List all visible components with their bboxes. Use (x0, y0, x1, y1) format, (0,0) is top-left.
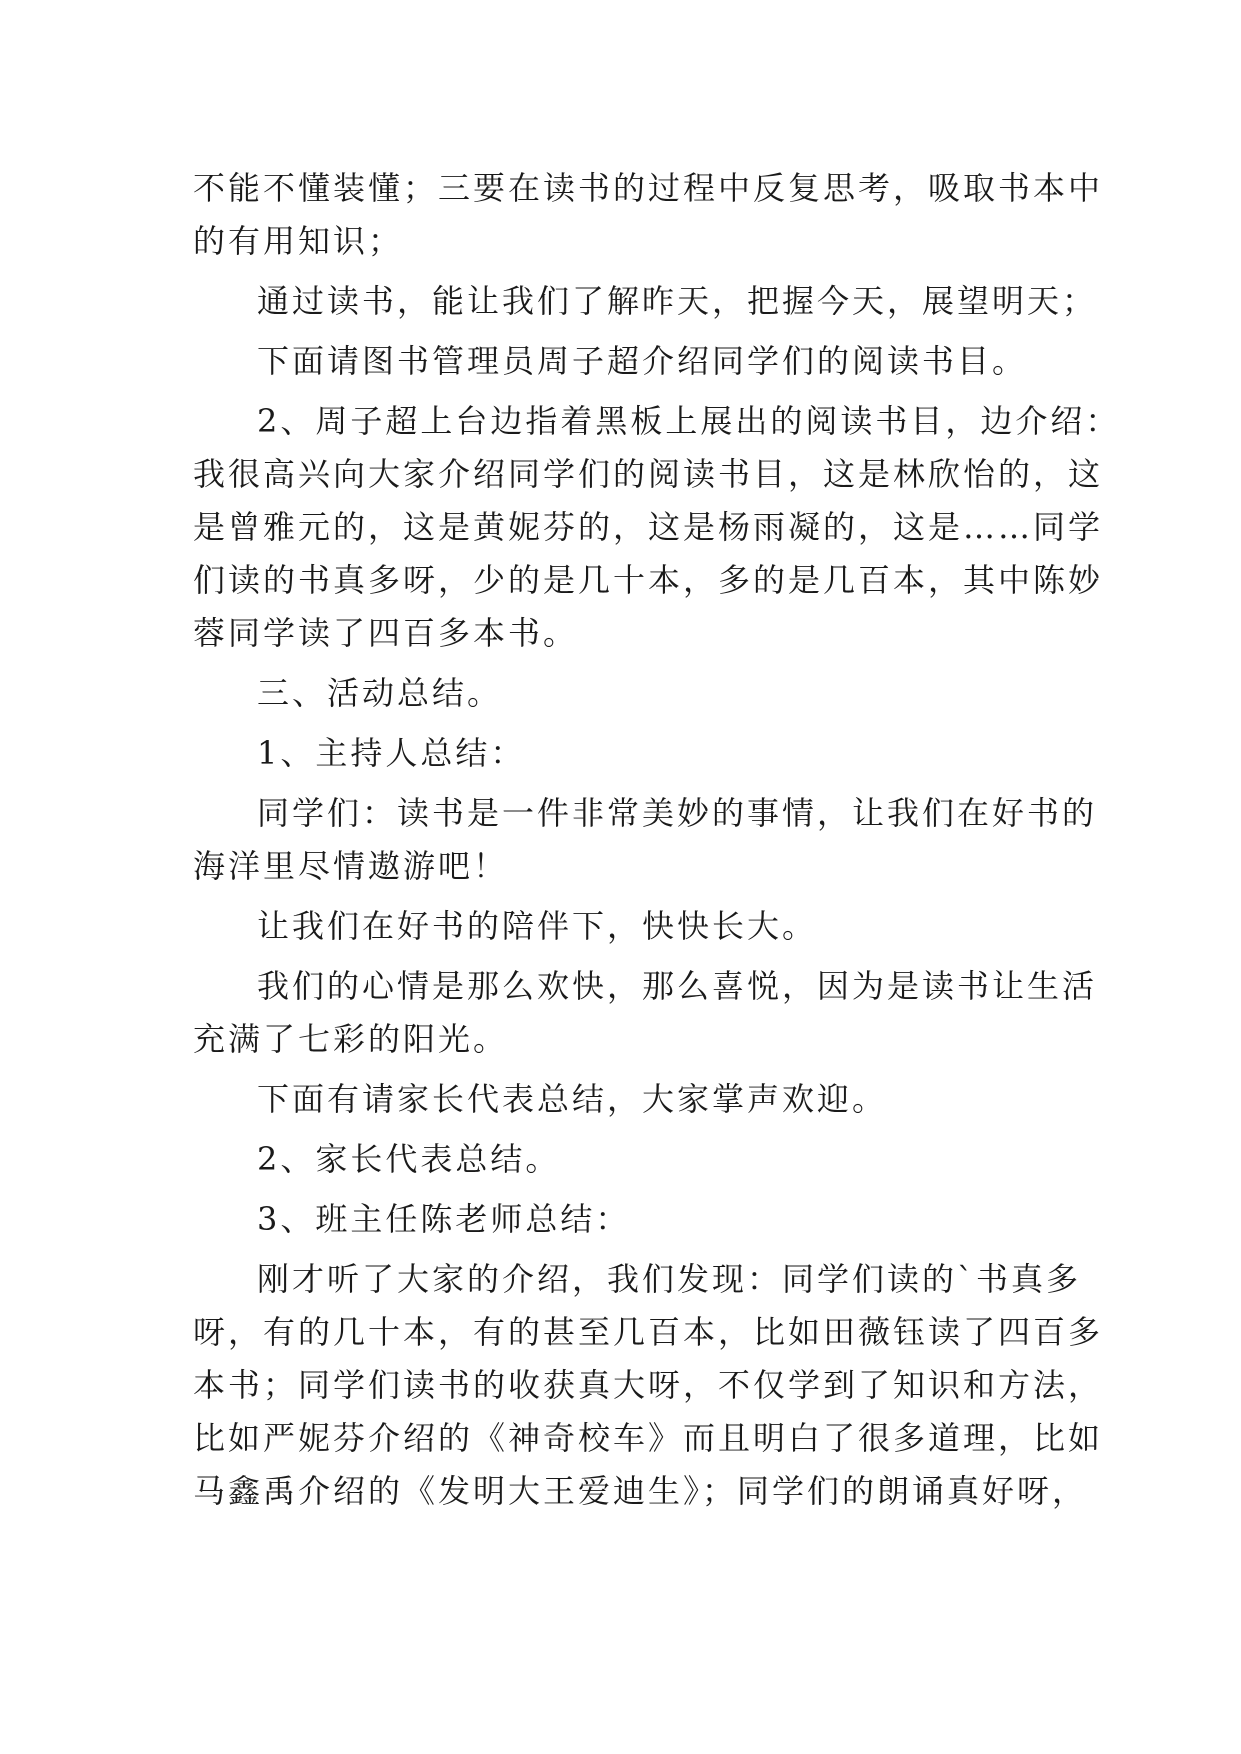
subsection-heading: 1、主持人总结： (257, 734, 526, 772)
paragraph-start-line: 让我们在好书的陪伴下，快快长大。 (257, 907, 818, 945)
text-line: 我很高兴向大家介绍同学们的阅读书目，这是林欣怡的，这 (193, 455, 1104, 493)
text-line: 海洋里尽情遨游吧！ (193, 847, 509, 885)
text-line: 是曾雅元的，这是黄妮芬的，这是杨雨凝的，这是……同学 (193, 508, 1104, 546)
paragraph-start-line: 我们的心情是那么欢快，那么喜悦，因为是读书让生活 (257, 967, 1098, 1005)
paragraph-start-line: 同学们：读书是一件非常美妙的事情，让我们在好书的 (257, 794, 1098, 832)
text-line: 的有用知识； (193, 222, 404, 260)
document-body (193, 162, 1121, 1518)
text-line: 比如严妮芬介绍的《神奇校车》而且明白了很多道理，比如 (193, 1419, 1104, 1457)
text-line: 充满了七彩的阳光。 (193, 1020, 509, 1058)
section-heading: 三、活动总结。 (257, 674, 503, 712)
text-line: 本书；同学们读书的收获真大呀，不仅学到了知识和方法， (193, 1366, 1104, 1404)
paragraph-start-line: 下面有请家长代表总结，大家掌声欢迎。 (257, 1080, 888, 1118)
subsection-heading: 3、班主任陈老师总结： (257, 1200, 631, 1238)
paragraph-start-line: 通过读书，能让我们了解昨天，把握今天，展望明天； (257, 282, 1098, 320)
paragraph-start-line: 刚才听了大家的介绍，我们发现：同学们读的`书真多 (257, 1260, 1082, 1298)
paragraph-start-line: 下面请图书管理员周子超介绍同学们的阅读书目。 (257, 342, 1028, 380)
text-line: 马鑫禹介绍的《发明大王爱迪生》；同学们的朗诵真好呀， (193, 1472, 1088, 1510)
text-line: 蓉同学读了四百多本书。 (193, 614, 579, 652)
text-line: 不能不懂装懂；三要在读书的过程中反复思考，吸取书本中 (193, 169, 1104, 207)
text-line: 们读的书真多呀，少的是几十本，多的是几百本，其中陈妙 (193, 561, 1104, 599)
paragraph-start-line: 2、周子超上台边指着黑板上展出的阅读书目，边介绍： (257, 402, 1121, 440)
text-line: 呀，有的几十本，有的甚至几百本，比如田薇钰读了四百多 (193, 1313, 1104, 1351)
subsection-heading: 2、家长代表总结。 (257, 1140, 561, 1178)
